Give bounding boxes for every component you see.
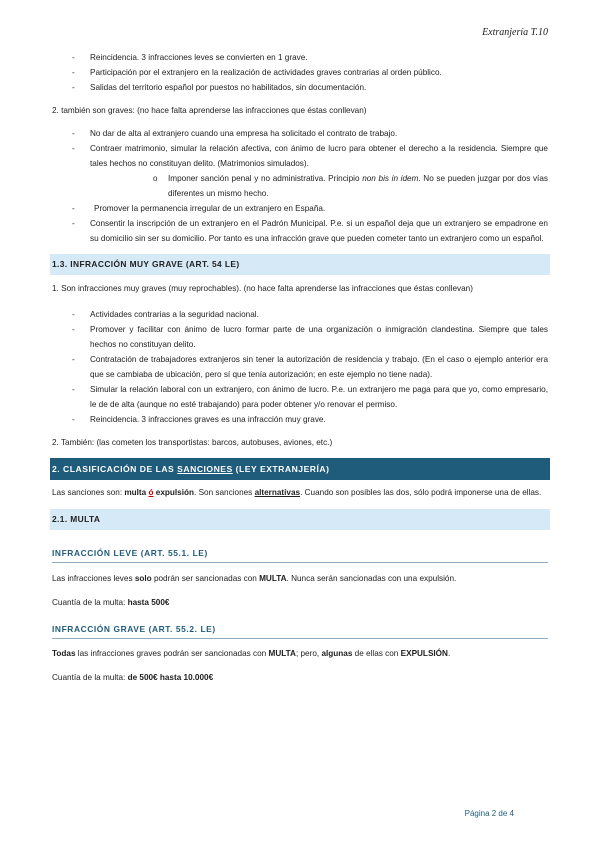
amount-value: hasta 500€ <box>127 598 170 607</box>
heading-text: 2. CLASIFICACIÓN DE LAS <box>52 464 178 474</box>
section-heading-multa: 2.1. MULTA <box>50 509 550 530</box>
text: Las infracciones leves <box>52 574 135 583</box>
subheading-grave: INFRACCIÓN GRAVE (ART. 55.2. LE) <box>52 622 548 639</box>
paragraph-very-grave-intro: 1. Son infracciones muy graves (muy reprochables). (no hace falta aprenderse las infracciones que éstas conllevan) <box>52 284 473 293</box>
heading-text: (LEY EXTRANJERÍA) <box>232 464 330 474</box>
text: . <box>447 649 451 658</box>
paragraph-transport: 2. También: (las cometen los transportistas: barcos, autobuses, aviones, etc.) <box>52 438 333 447</box>
also-grave-list <box>52 126 548 246</box>
list-item: - Contratación de trabajadores extranjeros sin tener la autorización de residencia y trabajo. (En el caso o ejemplo anterior era que se cambiaba de ubicación, pero sí que tenía autorización; en este ejemplo no tiene nada). <box>52 352 548 382</box>
grave-infractions-list <box>52 50 548 95</box>
paragraph-leve <box>52 571 548 586</box>
sub-text: Imponer sanción penal y no administrativa. Principio <box>168 174 363 183</box>
list-item: - Reincidencia. 3 infracciones graves es una infracción muy grave. <box>52 412 548 427</box>
bold-expulsion: expulsión <box>155 488 195 497</box>
text: . Cuando son posibles las dos, sólo podrá imponerse una de ellas. <box>300 488 542 497</box>
paragraph-grave <box>52 646 548 661</box>
list-item: - Participación por el extranjero en la realización de actividades graves contrarias al orden público. <box>52 65 548 80</box>
text: Las sanciones son: <box>52 488 125 497</box>
page-header-title: Extranjería T.10 <box>482 27 548 38</box>
bold-text: algunas <box>321 649 353 658</box>
paragraph-sanctions <box>52 485 548 500</box>
list-item <box>52 141 548 201</box>
grave-amount <box>52 670 548 685</box>
list-item: - Actividades contrarias a la seguridad nacional. <box>52 307 548 322</box>
text: de ellas con <box>352 649 401 658</box>
sub-list <box>90 171 548 201</box>
bold-multa: multa <box>124 488 147 497</box>
list-item: - Consentir la inscripción de un extranjero en el Padrón Municipal. P.e. si un español deja que un extranjero se empadrone en su domicilio sin ser su domicilio. Por tanto es una infracción grave que pueden cometer tanto un extranjero como un español. <box>52 216 548 246</box>
bold-text: solo <box>134 574 152 583</box>
leve-amount <box>52 595 548 610</box>
list-item: - Promover la permanencia irregular de un extranjero en España. <box>52 201 548 216</box>
text: ; pero, <box>295 649 322 658</box>
list-item: - No dar de alta al extranjero cuando una empresa ha solicitado el contrato de trabajo. <box>52 126 548 141</box>
list-item: - Promover y facilitar con ánimo de lucro formar parte de una organización o inmigración clandestina. Siempre que tales hechos no constituyan delito. <box>52 322 548 352</box>
document-body <box>52 50 548 685</box>
paragraph-also-grave: 2. también son graves: (no hace falta aprenderse las infracciones que éstas conllevan) <box>52 106 367 115</box>
subheading-leve: INFRACCIÓN LEVE (ART. 55.1. LE) <box>52 546 548 563</box>
bold-text: EXPULSIÓN <box>400 649 448 658</box>
amount-label: Cuantía de la multa: <box>52 673 128 682</box>
text: . Nunca serán sancionadas con una expulsión. <box>286 574 457 583</box>
text: . Son sanciones <box>194 488 255 497</box>
bold-text: Todas <box>52 649 76 658</box>
heading-underlined: SANCIONES <box>177 464 233 474</box>
list-item-text: Contraer matrimonio, simular la relación afectiva, con ánimo de lucro para obtener el derecho a la residencia. Siempre que tales hechos no constituyan delito. (Matrimonios simulados). <box>90 144 548 168</box>
list-item: - Reincidencia. 3 infracciones leves se convierten en 1 grave. <box>52 50 548 65</box>
text: podrán ser sancionadas con <box>151 574 260 583</box>
bold-alternativas: alternativas <box>254 488 301 497</box>
latin-principle: non bis in idem <box>362 174 419 183</box>
bold-text: MULTA <box>268 649 296 658</box>
text: las infracciones graves podrán ser sancionadas con <box>75 649 269 658</box>
amount-value: de 500€ hasta 10.000€ <box>127 673 214 682</box>
section-heading-very-grave: 1.3. INFRACCIÓN MUY GRAVE (ART. 54 LE) <box>50 254 550 275</box>
sub-text: . No se pueden juzgar por dos vías diferentes un mismo hecho. <box>168 174 548 198</box>
red-or: ó <box>148 488 154 497</box>
list-item: - Salidas del territorio español por puestos no habilitados, sin documentación. <box>52 80 548 95</box>
list-item: - Simular la relación laboral con un extranjero, con ánimo de lucro. P.e. un extranjero me paga para que yo, como empresario, le de de alta (aunque no esté trabajando) para poder obtener y/o renovar el permiso. <box>52 382 548 412</box>
sub-list-item <box>90 171 548 201</box>
very-grave-list <box>52 307 548 427</box>
amount-label: Cuantía de la multa: <box>52 598 128 607</box>
section-heading-sanctions <box>50 458 550 480</box>
page-number: Página 2 de 4 <box>464 809 514 818</box>
bold-text: MULTA <box>259 574 287 583</box>
